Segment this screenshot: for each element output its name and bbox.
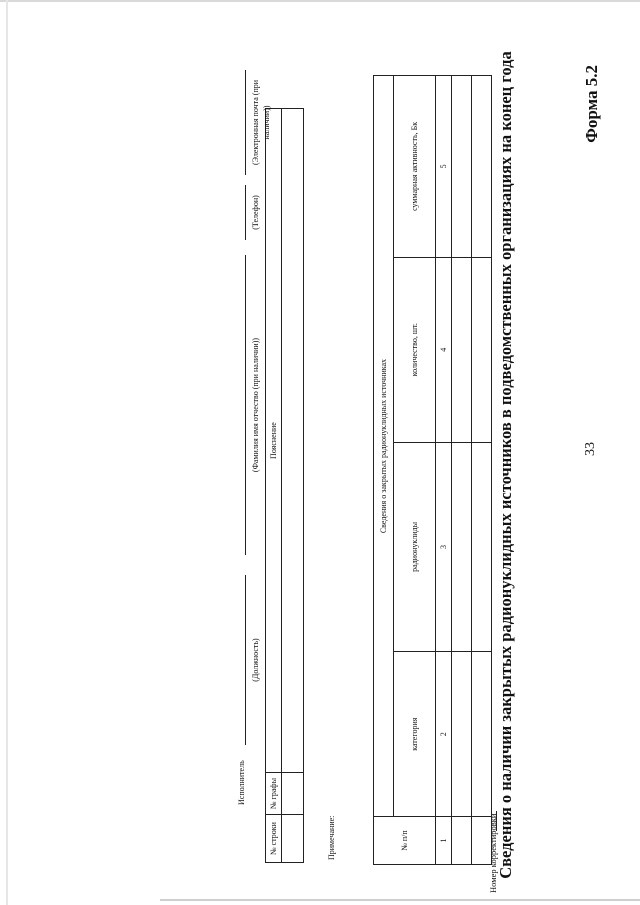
- column-number: 1: [436, 817, 452, 865]
- fullname-signature-line[interactable]: [245, 255, 246, 555]
- header-explanation: Пояснение: [266, 109, 282, 773]
- table-cell[interactable]: [452, 442, 472, 652]
- header-total-activity: суммарная активность, Бк: [394, 76, 436, 258]
- column-number: 3: [436, 442, 452, 652]
- header-category: категория: [394, 652, 436, 817]
- header-row-number: № п/п: [374, 817, 436, 865]
- column-number: 2: [436, 652, 452, 817]
- header-sources-group: Сведения о закрытых радионуклидных источниках: [374, 76, 394, 817]
- table-row: [472, 76, 492, 865]
- column-numbers-row: [436, 76, 452, 865]
- table-cell[interactable]: [472, 817, 492, 865]
- email-caption: (Электронная почта (при наличии)): [251, 79, 271, 166]
- notes-label: Примечание:: [327, 815, 336, 860]
- email-signature-line[interactable]: [245, 70, 246, 175]
- position-signature-line[interactable]: [245, 575, 246, 745]
- header-radionuclides: радионуклиды: [394, 442, 436, 652]
- executor-label: Исполнитель: [237, 760, 246, 805]
- table-cell[interactable]: [452, 257, 472, 442]
- table-cell[interactable]: [452, 652, 472, 817]
- page-number: 33: [583, 442, 598, 456]
- table-row: [282, 109, 304, 863]
- column-number: 5: [436, 76, 452, 258]
- table-cell[interactable]: [472, 442, 492, 652]
- table-cell[interactable]: [472, 257, 492, 442]
- correction-number-label: Номер корректировки: [488, 813, 498, 893]
- table-cell[interactable]: [282, 109, 304, 773]
- sources-table: [373, 75, 492, 865]
- notes-table: [265, 108, 304, 863]
- fullname-caption: (Фамилия имя отчество (при наличии)): [251, 337, 260, 473]
- table-cell[interactable]: [282, 773, 304, 815]
- form-title: Сведения о наличии закрытых радионуклидных источников в подведомственных организациях на конец года: [496, 51, 515, 879]
- column-number: 4: [436, 257, 452, 442]
- position-caption: (Должность): [251, 638, 260, 682]
- table-row: [452, 76, 472, 865]
- table-cell[interactable]: [452, 817, 472, 865]
- table-cell[interactable]: [452, 76, 472, 258]
- form-label: Форма 5.2: [582, 65, 601, 143]
- table-cell[interactable]: [472, 76, 492, 258]
- table-cell[interactable]: [282, 815, 304, 863]
- header-quantity: количество, шт.: [394, 257, 436, 442]
- correction-number-line: [496, 811, 497, 831]
- table-cell[interactable]: [472, 652, 492, 817]
- header-column-number: № графы: [266, 773, 282, 815]
- phone-signature-line[interactable]: [245, 185, 246, 240]
- phone-caption: (Телефон): [251, 195, 260, 230]
- header-line-number: № строки: [266, 815, 282, 863]
